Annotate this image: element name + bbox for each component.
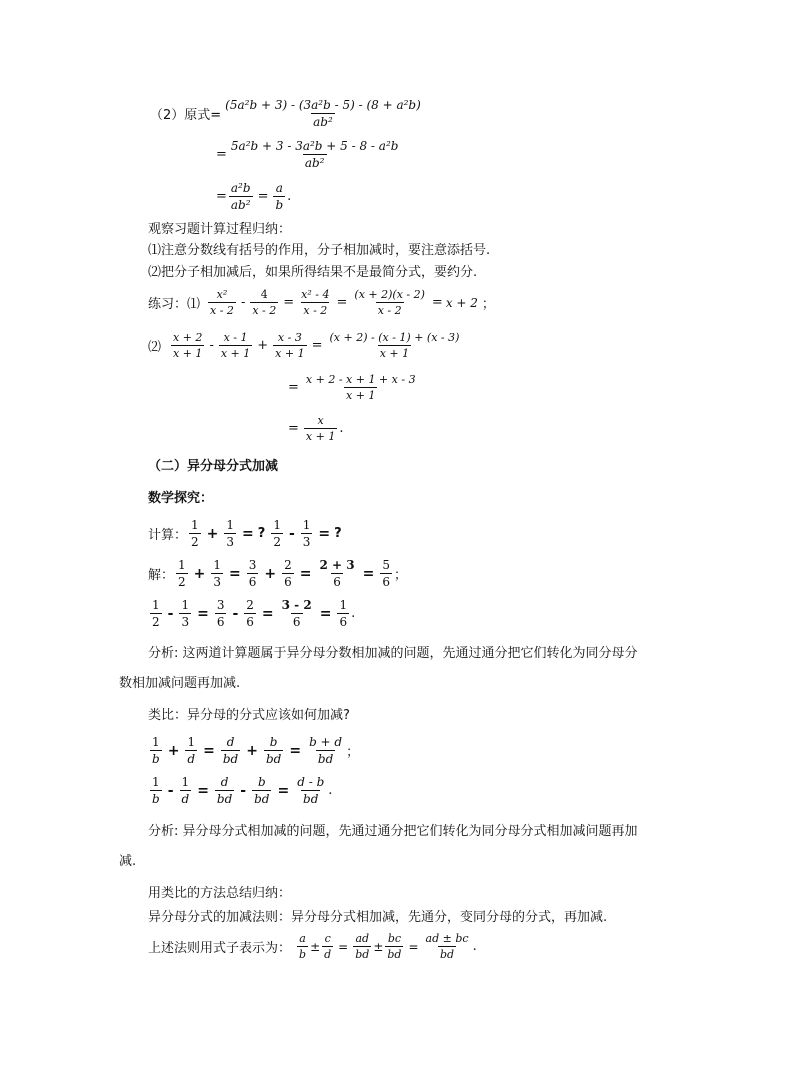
analysis-2-line-1: 分析: 异分母分式相加减的问题，先通过通分把它们转化为同分母分式相加减问题再加: [148, 824, 638, 839]
part2-fraction-4: $\frac{a}{b}$: [275, 181, 284, 213]
calc-line: 计算： $\frac{1}{2}$ + $\frac{1}{3}$ = ? $\frac{1}{2}$ - $\frac{1}{3}$ = ?: [148, 518, 342, 550]
analogy-question: 类比：异分母的分式应该如何加减?: [148, 708, 350, 723]
practice-label: 练习：⑴: [148, 297, 201, 313]
analysis-2-line-2: 减.: [119, 854, 137, 869]
practice-1: 练习：⑴ $\frac{\text{x²}}{x - 2}$ - $\frac{4}{x - 2}$ = $\frac{\text{x² - 4}}{x - 2}$ = $\frac{(x + 2)(x - 2)}{x - 2}$ = x + 2 ；: [148, 288, 495, 318]
part2-label: （2）原式=: [150, 108, 222, 124]
summary-line-1: 用类比的方法总结归纳：: [148, 886, 292, 901]
summary-formula: 上述法则用式子表示为： $\frac{a}{b}$ ± $\frac{c}{d}$ = $\frac{ad}{bd}$ ± $\frac{bc}{bd}$ = $\frac{ad \pm bc}{bd}$ .: [148, 932, 477, 962]
section2-explore: 数学探究：: [148, 491, 214, 506]
practice-2-step3: = $\frac{x}{x + 1}$ .: [288, 414, 344, 444]
part2-fraction-1: $\frac{\text{(5a²b + 3) - (3a²b - 5) - (8 + a²b)}}{\text{ab²}}$: [225, 98, 421, 130]
observe-item-2: ⑵把分子相加减后，如果所得结果不是最简分式，要约分.: [148, 265, 478, 280]
part2-line1: [150, 98, 425, 130]
analysis-1-line-1: 分析: 这两道计算题属于异分母分数相加减的问题，先通过通分把它们转化为同分母分: [148, 646, 638, 661]
part2-fraction-3: $\frac{\text{a²b}}{\text{ab²}}$: [230, 181, 251, 213]
analysis-1-line-2: 数相加减问题再加减.: [119, 676, 241, 691]
solve-line-1: 解： $\frac{1}{2}$ + $\frac{1}{3}$ = $\frac{3}{6}$ + $\frac{2}{6}$ = $\frac{2 + 3}{6}$ = $\frac{5}{6}$ ；: [148, 558, 408, 590]
section2-heading: （二）异分母分式加减: [148, 459, 279, 474]
observe-item-1: ⑴注意分数线有括号的作用，分子相加减时，要注意添括号.: [148, 243, 491, 258]
part2-line3: = $\frac{\text{a²b}}{\text{ab²}}$ = $\frac{a}{b}$ .: [216, 181, 292, 213]
observe-title: 观察习题计算过程归纳：: [148, 222, 292, 237]
summary-rule: 异分母分式的加减法则：异分母分式相加减，先通分，变同分母的分式，再加减.: [148, 910, 608, 925]
part2-line2: = $\frac{\text{5a²b + 3 - 3a²b + 5 - 8 - a²b}}{\text{ab²}}$: [216, 139, 399, 171]
practice-2: ⑵ $\frac{x + 2}{x + 1}$ - $\frac{x - 1}{x + 1}$ + $\frac{x - 3}{x + 1}$ = $\frac{(x + 2) - (x - 1) + (x - 3)}{x + 1}$: [148, 331, 460, 361]
analogy-line-2: $\frac{1}{b}$ - $\frac{1}{d}$ = $\frac{d}{bd}$ - $\frac{b}{bd}$ = $\frac{d - b}{bd}$ .: [152, 775, 333, 807]
part2-fraction-2: $\frac{\text{5a²b + 3 - 3a²b + 5 - 8 - a²b}}{\text{ab²}}$: [230, 139, 399, 171]
analogy-line-1: $\frac{1}{b}$ + $\frac{1}{d}$ = $\frac{d}{bd}$ + $\frac{b}{bd}$ = $\frac{b + d}{bd}$ ；: [152, 735, 360, 767]
solve-line-2: $\frac{1}{2}$ - $\frac{1}{3}$ = $\frac{3}{6}$ - $\frac{2}{6}$ = $\frac{3 - 2}{6}$ = $\frac{1}{6}$ .: [152, 598, 356, 630]
practice-2-step2: = $\frac{x + 2 - x + 1 + x - 3}{x + 1}$: [288, 373, 416, 403]
